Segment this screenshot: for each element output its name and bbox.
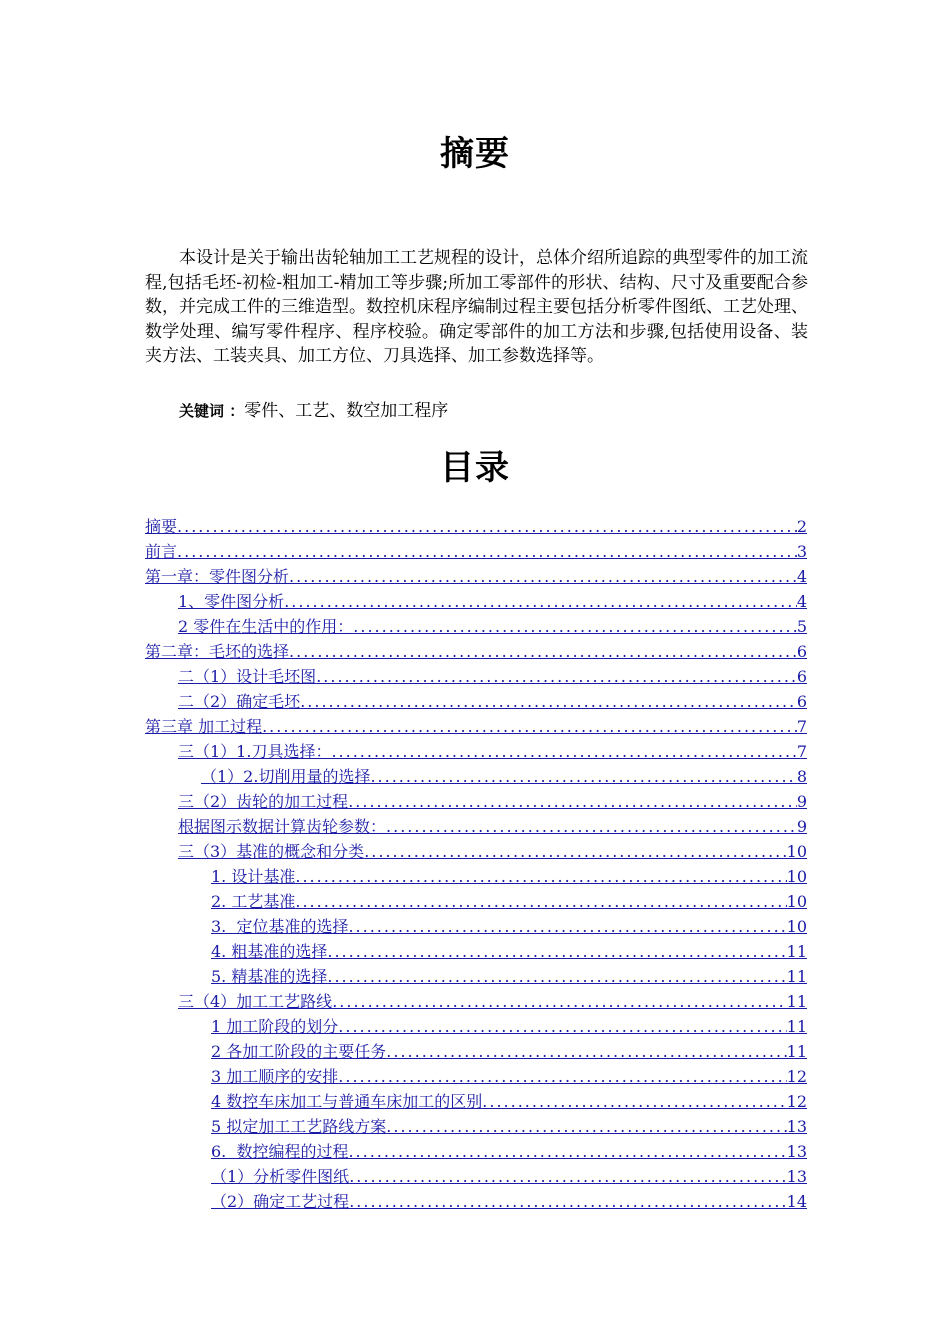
toc-entry[interactable]	[211, 1065, 807, 1089]
toc-entry[interactable]	[211, 1190, 807, 1214]
toc-entry-page: 2	[796, 517, 807, 536]
toc-entry-page: 10	[786, 917, 807, 936]
toc-entry-title: 根据图示数据计算齿轮参数：	[178, 817, 387, 836]
toc-dot-leader	[331, 740, 796, 764]
toc-entry[interactable]	[211, 1015, 807, 1039]
toc-entry-page: 6	[796, 667, 807, 686]
toc-entry[interactable]	[178, 590, 807, 614]
toc-entry[interactable]	[178, 690, 807, 714]
keywords-label: 关键词 ：	[179, 402, 245, 420]
toc-entry-title: 1 加工阶段的划分	[211, 1017, 339, 1036]
toc-entry[interactable]	[201, 765, 807, 789]
abstract-body: 本设计是关于输出齿轮轴加工工艺规程的设计，总体介绍所追踪的典型零件的加工流程,包括毛坯-初检-粗加工-精加工等步骤;所加工零部件的形状、结构、尺寸及重要配合参数，并完成工件的三维造型。数控机床程序编制过程主要包括分析零件图纸、工艺处理、数学处理、编写零件程序、程序校验。确定零部件的加工方法和步骤,包括使用设备、装夹方法、工装夹具、加工方位、刀具选择、加工参数选择等。	[145, 248, 808, 367]
toc-entry-title: 第三章 加工过程	[145, 717, 263, 736]
toc-dot-leader	[262, 715, 797, 739]
toc-entry[interactable]	[145, 540, 807, 564]
toc-entry-title: 1. 设计基准	[211, 867, 296, 886]
toc-dot-leader	[327, 940, 786, 964]
toc-entry-title: （1）分析零件图纸	[211, 1167, 350, 1186]
toc-entry[interactable]	[211, 890, 807, 914]
toc-entry-page: 13	[786, 1117, 807, 1136]
toc-entry-page: 6	[796, 692, 807, 711]
toc-dot-leader	[482, 1090, 786, 1114]
toc-entry-page: 12	[786, 1067, 807, 1086]
toc-title: 目录	[440, 448, 510, 488]
toc-entry-title: 摘要	[145, 517, 178, 536]
toc-dot-leader	[177, 540, 797, 564]
keywords-text: 零件、工艺、数空加工程序	[244, 401, 449, 421]
toc-entry-page: 4	[796, 592, 807, 611]
toc-entry-title: 二（1）设计毛坯图	[178, 667, 317, 686]
toc-entry-title: 3. 定位基准的选择	[211, 917, 349, 936]
toc-dot-leader	[349, 1165, 786, 1189]
toc-entry[interactable]	[178, 790, 807, 814]
toc-entry-title: 4. 粗基准的选择	[211, 942, 328, 961]
toc-entry[interactable]	[178, 840, 807, 864]
toc-dot-leader	[295, 890, 786, 914]
toc-entry-page: 11	[786, 992, 807, 1011]
toc-entry-title: 6. 数控编程的过程	[211, 1142, 349, 1161]
toc-entry-title: 三（4）加工工艺路线	[178, 992, 333, 1011]
toc-entry-title: 5. 精基准的选择	[211, 967, 328, 986]
toc-entry-title: 1、零件图分析	[178, 592, 285, 611]
toc-entry-page: 5	[796, 617, 807, 636]
toc-entry[interactable]	[178, 990, 807, 1014]
toc-entry[interactable]	[211, 1140, 807, 1164]
toc-entry-title: 三（2）齿轮的加工过程	[178, 792, 349, 811]
toc-entry-page: 9	[796, 792, 807, 811]
toc-dot-leader	[338, 1065, 786, 1089]
toc-entry-page: 13	[786, 1167, 807, 1186]
toc-entry-title: 4 数控车床加工与普通车床加工的区别	[211, 1092, 483, 1111]
toc-entry[interactable]	[211, 1040, 807, 1064]
toc-dot-leader	[338, 1015, 786, 1039]
toc-entry[interactable]	[211, 865, 807, 889]
toc-entry-title: 二（2）确定毛坯	[178, 692, 301, 711]
toc-dot-leader	[316, 665, 797, 689]
toc-entry-page: 11	[786, 942, 807, 961]
toc-entry-title: 2. 工艺基准	[211, 892, 296, 911]
toc-entry-page: 4	[796, 567, 807, 586]
toc-dot-leader	[289, 565, 797, 589]
toc-dot-leader	[353, 615, 797, 639]
toc-entry-page: 13	[786, 1142, 807, 1161]
toc-dot-leader	[348, 790, 797, 814]
toc-entry-page: 14	[786, 1192, 807, 1211]
toc-entry[interactable]	[211, 965, 807, 989]
toc-entry[interactable]	[211, 915, 807, 939]
toc-entry-title: 第二章：毛坯的选择	[145, 642, 290, 661]
toc-entry-page: 11	[786, 1017, 807, 1036]
toc-entry-page: 3	[796, 542, 807, 561]
toc-entry[interactable]	[211, 940, 807, 964]
toc-entry[interactable]	[211, 1090, 807, 1114]
toc-entry-page: 9	[796, 817, 807, 836]
toc-entry-title: （2）确定工艺过程	[211, 1192, 350, 1211]
toc-dot-leader	[386, 1115, 786, 1139]
toc-entry[interactable]	[145, 565, 807, 589]
toc-entry[interactable]	[178, 665, 807, 689]
toc-entry-page: 8	[796, 767, 807, 786]
toc-entry-title: 第一章：零件图分析	[145, 567, 290, 586]
toc-entry-page: 7	[796, 742, 807, 761]
toc-entry-page: 10	[786, 867, 807, 886]
toc-dot-leader	[364, 840, 786, 864]
toc-entry-title: （1）2.切削用量的选择	[201, 767, 371, 786]
toc-entry-title: 3 加工顺序的安排	[211, 1067, 339, 1086]
toc-entry-page: 10	[786, 842, 807, 861]
toc-entry-page: 11	[786, 967, 807, 986]
toc-entry-title: 2 各加工阶段的主要任务	[211, 1042, 387, 1061]
toc-entry-page: 12	[786, 1092, 807, 1111]
toc-entry[interactable]	[211, 1165, 807, 1189]
toc-entry[interactable]	[145, 515, 807, 539]
toc-entry-page: 10	[786, 892, 807, 911]
toc-entry-title: 三（3）基准的概念和分类	[178, 842, 365, 861]
toc-entry[interactable]	[178, 615, 807, 639]
toc-entry-title: 2 零件在生活中的作用：	[178, 617, 354, 636]
toc-dot-leader	[386, 815, 797, 839]
toc-dot-leader	[327, 965, 786, 989]
toc-entry-title: 5 拟定加工工艺路线方案	[211, 1117, 387, 1136]
toc-dot-leader	[177, 515, 797, 539]
toc-dot-leader	[348, 915, 786, 939]
toc-entry-title: 前言	[145, 542, 178, 561]
toc-dot-leader	[332, 990, 786, 1014]
abstract-title: 摘要	[440, 134, 510, 174]
toc-dot-leader	[295, 865, 786, 889]
toc-dot-leader	[289, 640, 797, 664]
toc-dot-leader	[348, 1140, 786, 1164]
toc-entry[interactable]	[211, 1115, 807, 1139]
toc-entry[interactable]	[145, 715, 807, 739]
toc-entry-page: 6	[796, 642, 807, 661]
toc-entry-page: 11	[786, 1042, 807, 1061]
toc-entry[interactable]	[178, 815, 807, 839]
toc-entry[interactable]	[178, 740, 807, 764]
toc-entry-page: 7	[796, 717, 807, 736]
toc-dot-leader	[386, 1040, 786, 1064]
toc-dot-leader	[300, 690, 797, 714]
toc-entry[interactable]	[145, 640, 807, 664]
toc-entry-title: 三（1）1.刀具选择：	[178, 742, 332, 761]
toc-dot-leader	[370, 765, 796, 789]
toc-dot-leader	[284, 590, 797, 614]
keywords-line	[179, 399, 448, 423]
toc-dot-leader	[349, 1190, 786, 1214]
